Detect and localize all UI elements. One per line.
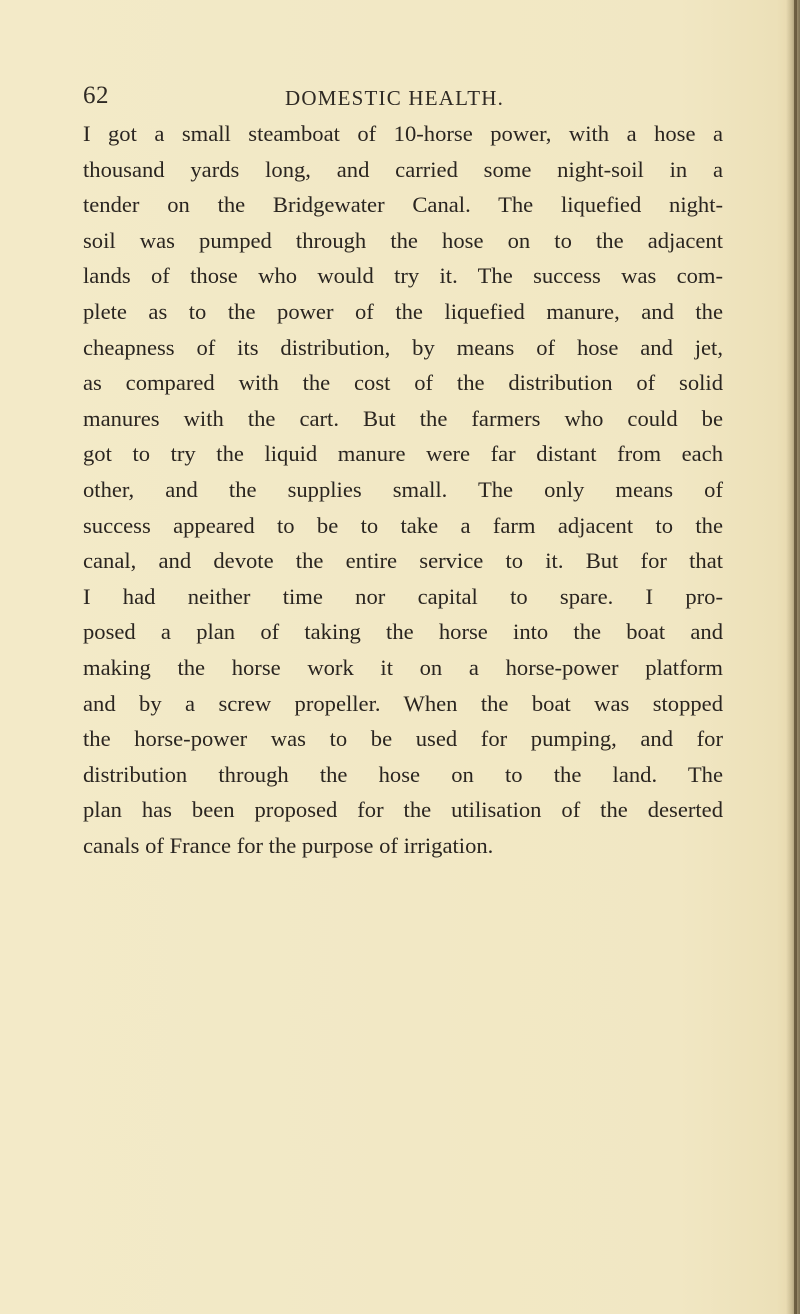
text-line: canals of France for the purpose of irrigation. xyxy=(83,832,494,858)
text-line: I got a small steamboat of 10-horse power, with a hose a xyxy=(83,121,723,146)
page-edge-shadow xyxy=(786,0,800,1314)
text-line: tender on the Bridgewater Canal. The liquefied night- xyxy=(83,192,723,218)
text-line: got to try the liquid manure were far distant from each xyxy=(83,441,723,467)
text-line: cheapness of its distribution, by means of hose and jet, xyxy=(83,334,723,360)
text-line: I had neither time nor capital to spare. I pro- xyxy=(83,583,723,609)
text-line: canal, and devote the entire service to it. But for that xyxy=(83,548,723,574)
text-line: and by a screw propeller. When the boat was stopped xyxy=(83,690,723,716)
text-line: the horse-power was to be used for pumping, and for xyxy=(83,726,723,752)
text-line: making the horse work it on a horse-power platform xyxy=(83,654,723,680)
text-line: plete as to the power of the liquefied manure, and the xyxy=(83,298,723,324)
text-line: soil was pumped through the hose on to the adjacent xyxy=(83,227,723,253)
text-line: success appeared to be to take a farm adjacent to the xyxy=(83,512,723,538)
text-line: plan has been proposed for the utilisation of the deserted xyxy=(83,797,723,823)
page-edge xyxy=(794,0,797,1314)
page-number: 62 xyxy=(83,82,109,109)
running-head: DOMESTIC HEALTH. xyxy=(285,86,505,110)
text-line: posed a plan of taking the horse into the boat and xyxy=(83,619,723,645)
text-line: other, and the supplies small. The only means of xyxy=(83,476,723,502)
text-line: as compared with the cost of the distribution of solid xyxy=(83,370,723,396)
text-line: distribution through the hose on to the land. The xyxy=(83,761,723,787)
text-line: manures with the cart. But the farmers who could be xyxy=(83,405,723,431)
body-paragraph xyxy=(83,116,723,863)
text-line: lands of those who would try it. The success was com- xyxy=(83,263,723,289)
text-line: thousand yards long, and carried some night-soil in a xyxy=(83,156,723,182)
